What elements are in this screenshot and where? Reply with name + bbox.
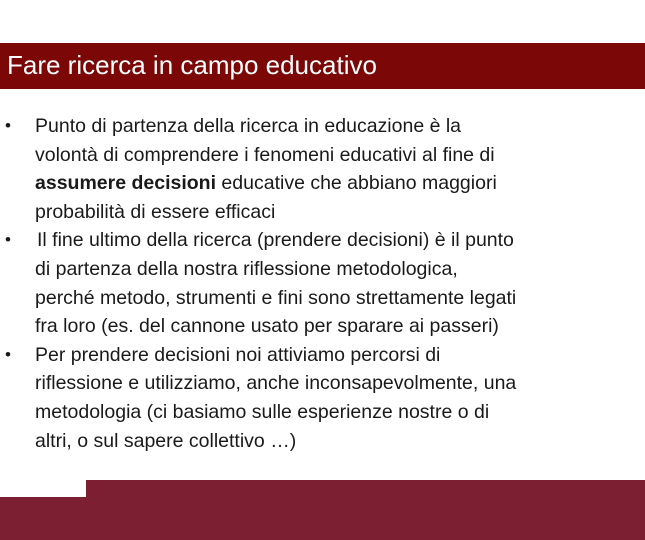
bullet-2-line-4: fra loro (es. del cannone usato per sparare ai passeri) xyxy=(35,315,499,338)
bullet-3-line-3: metodologia (ci basiamo sulle esperienze nostre o di xyxy=(35,400,490,423)
bullet-3-line-1: Per prendere decisioni noi attiviamo percorsi di xyxy=(35,343,441,366)
bullet-1-line-3-rest: educative che abbiano maggiori xyxy=(216,172,497,195)
bullet-item-1 xyxy=(0,112,645,226)
footer-bar-left xyxy=(0,497,86,540)
bullet-icon: • xyxy=(5,344,11,364)
bullet-1-line-4: probabilità di essere efficaci xyxy=(35,200,276,223)
footer-bar xyxy=(86,480,645,540)
bullet-icon: • xyxy=(5,116,11,135)
bullet-item-2 xyxy=(0,226,645,340)
bullet-1-line-3 xyxy=(35,169,645,198)
bullet-1-line-2: volontà di comprendere i fenomeni educativi al fine di xyxy=(35,143,495,166)
bullet-2-line-3: perché metodo, strumenti e fini sono strettamente legati xyxy=(35,286,517,309)
bullet-2-line-2: di partenza della nostra riflessione metodologica, xyxy=(35,257,458,280)
bullet-item-3 xyxy=(0,341,645,455)
bullet-icon: • xyxy=(5,230,11,250)
bullet-3-line-4: altri, o sul sapere collettivo …) xyxy=(35,429,297,452)
bold-phrase: assumere decisioni xyxy=(35,172,217,195)
bullet-1-line-1: Punto di partenza della ricerca in educazione è la xyxy=(35,115,462,137)
slide-content xyxy=(0,112,645,455)
bullet-3-line-2: riflessione e utilizziamo, anche inconsapevolmente, una xyxy=(35,372,517,395)
slide-title: Fare ricerca in campo educativo xyxy=(7,50,377,80)
bullet-2-line-1: Il fine ultimo della ricerca (prendere decisioni) è il punto xyxy=(37,229,514,252)
